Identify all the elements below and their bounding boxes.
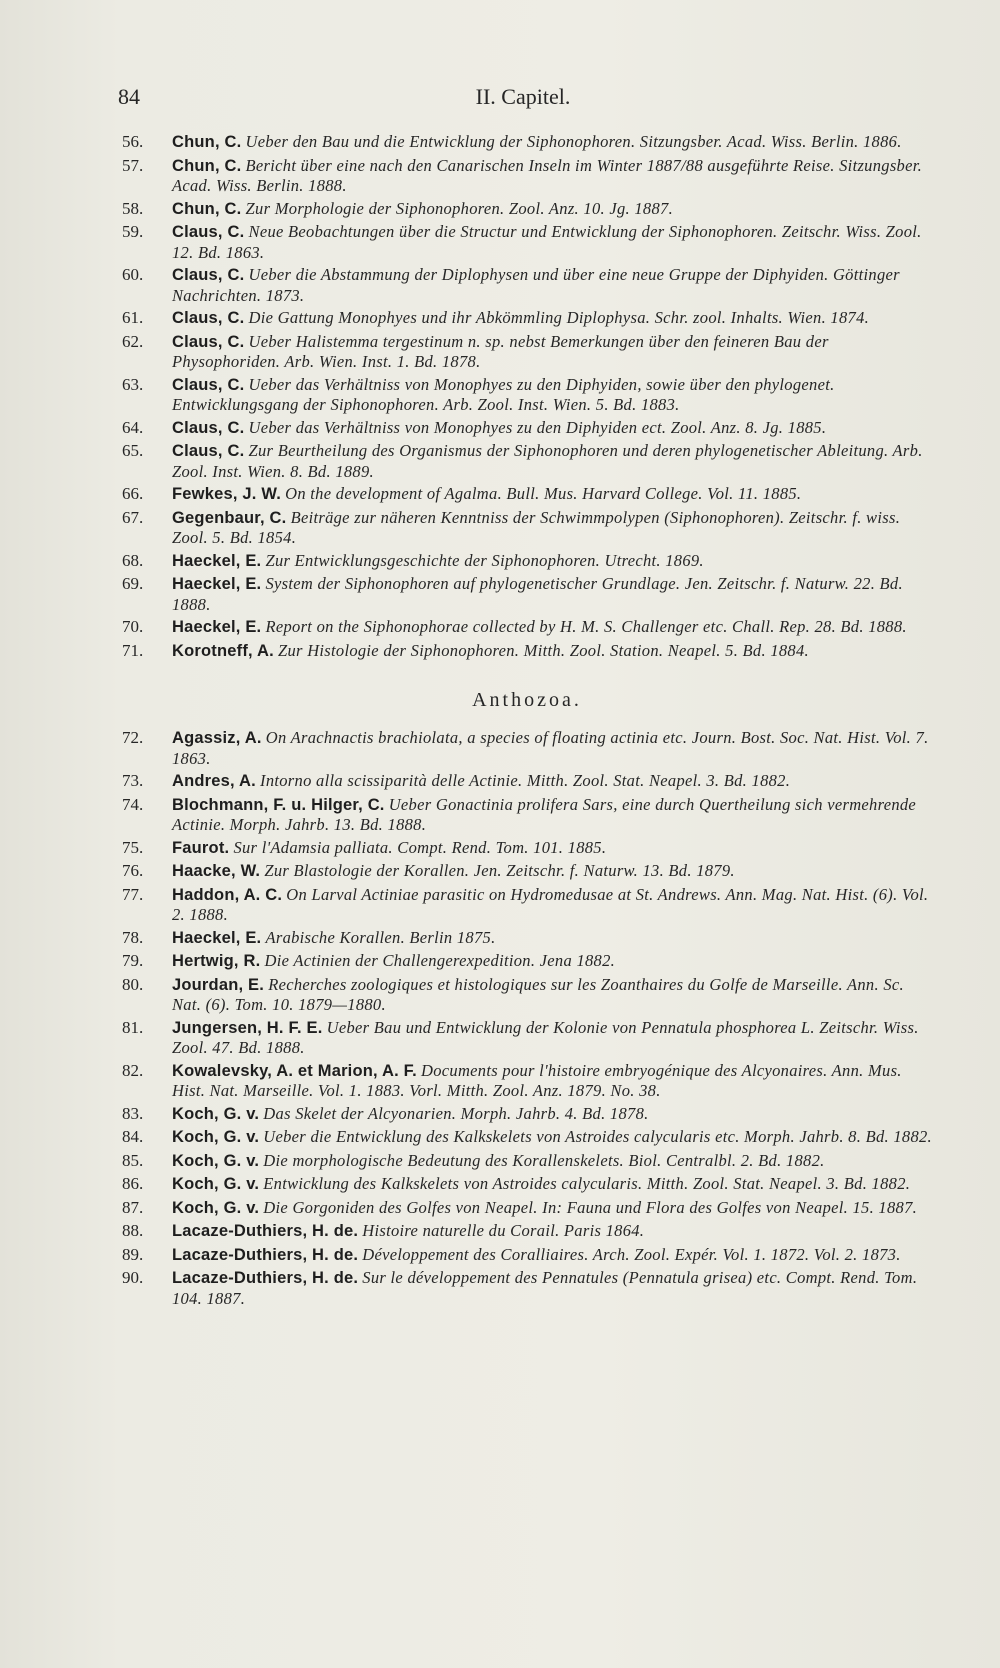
entry-author: Haddon, A. C. [172, 885, 283, 904]
bibliography-entry [118, 617, 936, 638]
entry-author: Andres, A. [172, 772, 256, 790]
bibliography-entry [118, 156, 936, 196]
entry-author: Koch, G. v. [172, 1104, 260, 1123]
entry-number: 86. [122, 1174, 144, 1193]
entry-number: 60. [122, 265, 144, 284]
entry-number: 57. [122, 155, 144, 175]
bibliography-list-siphonophora [118, 132, 936, 661]
entry-author: Haacke, W. [172, 862, 261, 880]
entry-reference: Ueber den Bau und die Entwicklung der Siphonophoren. Sitzungsber. Acad. Wiss. Berlin. 1886. [245, 132, 902, 151]
entry-author: Gegenbaur, C. [172, 508, 287, 527]
entry-author: Koch, G. v. [172, 1128, 260, 1146]
entry-number: 58. [122, 198, 144, 218]
entry-reference: Ueber Gonactinia prolifera Sars, eine durch Quertheilung sich vermehrende Actinie. Morph. Jahrb. 13. Bd. 1888. [172, 794, 917, 834]
entry-reference: Intorno alla scissiparità delle Actinie. Mitth. Zool. Stat. Neapel. 3. Bd. 1882. [260, 771, 791, 790]
entry-number: 82. [122, 1060, 144, 1080]
bibliography-entry [118, 265, 936, 305]
entry-reference: On Arachnactis brachiolata, a species of floating actinia etc. Journ. Bost. Soc. Nat. Hist. Vol. 7. 1863. [172, 728, 929, 768]
entry-author: Lacaze-Duthiers, H. de. [172, 1222, 359, 1240]
entry-reference: Die morphologische Bedeutung des Korallenskelets. Biol. Centralbl. 2. Bd. 1882. [263, 1150, 825, 1170]
entry-author: Claus, C. [172, 266, 245, 284]
entry-number: 81. [122, 1017, 144, 1037]
bibliography-entry [118, 1245, 936, 1266]
entry-author: Agassiz, A. [172, 729, 262, 747]
entry-author: Jungersen, H. F. E. [172, 1018, 323, 1037]
entry-number: 64. [122, 417, 144, 437]
bibliography-entry [118, 771, 936, 792]
bibliography-entry [118, 441, 936, 481]
entry-number: 89. [122, 1244, 144, 1264]
entry-number: 71. [122, 640, 144, 660]
entry-number: 75. [122, 837, 144, 857]
entry-number: 70. [122, 617, 144, 636]
entry-reference: Sur le développement des Pennatules (Pennatula grisea) etc. Compt. Rend. Tom. 104. 1887. [172, 1268, 918, 1308]
entry-author: Koch, G. v. [172, 1198, 260, 1217]
entry-author: Koch, G. v. [172, 1175, 260, 1193]
bibliography-entry [118, 551, 936, 572]
entry-author: Koch, G. v. [172, 1151, 260, 1170]
bibliography-entry [118, 1127, 936, 1148]
bibliography-entry [118, 332, 936, 372]
entry-number: 87. [122, 1197, 144, 1217]
bibliography-entry [118, 1018, 936, 1058]
bibliography-entry [118, 574, 936, 614]
entry-number: 74. [122, 794, 144, 814]
entry-number: 88. [122, 1221, 144, 1240]
page-number: 84 [118, 84, 140, 109]
bibliography-entry [118, 728, 936, 768]
entry-number: 67. [122, 507, 144, 527]
bibliography-entry [118, 308, 936, 329]
bibliography-entry [118, 1174, 936, 1195]
bibliography-entry [118, 132, 936, 153]
entry-number: 62. [122, 331, 144, 351]
entry-number: 80. [122, 974, 144, 994]
bibliography-entry [118, 375, 936, 415]
entry-author: Kowalevsky, A. et Marion, A. F. [172, 1061, 417, 1080]
entry-author: Haeckel, E. [172, 928, 262, 947]
bibliography [118, 132, 936, 1311]
entry-reference: Histoire naturelle du Corail. Paris 1864. [362, 1221, 645, 1240]
bibliography-entry [118, 795, 936, 835]
bibliography-entry [118, 1268, 936, 1308]
entry-number: 79. [122, 951, 144, 970]
entry-reference: Sur l'Adamsia palliata. Compt. Rend. Tom. 101. 1885. [233, 837, 607, 857]
entry-number: 66. [122, 484, 144, 503]
entry-author: Lacaze-Duthiers, H. de. [172, 1245, 359, 1264]
entry-reference: Zur Beurtheilung des Organismus der Siphonophoren und deren phylogenetischer Ableitung. Arb. Zool. Inst. Wien. 8. Bd. 1889. [172, 441, 923, 481]
bibliography-entry [118, 975, 936, 1015]
entry-reference: Die Gattung Monophyes und ihr Abkömmling Diplophysa. Schr. zool. Inhalts. Wien. 1874. [248, 308, 870, 327]
entry-reference: Ueber Bau und Entwicklung der Kolonie von Pennatula phosphorea L. Zeitschr. Wiss. Zool. 47. Bd. 1888. [172, 1017, 919, 1057]
entry-reference: Documents pour l'histoire embryogénique des Alcyonaires. Ann. Mus. Hist. Nat. Marseille. Vol. 1. 1883. Vorl. Mitth. Zool. Anz. 1879. No. 38. [172, 1060, 902, 1100]
entry-reference: Report on the Siphonophorae collected by H. M. S. Challenger etc. Chall. Rep. 28. Bd. 1888. [265, 617, 907, 636]
entry-reference: Zur Blastologie der Korallen. Jen. Zeitschr. f. Naturw. 13. Bd. 1879. [264, 861, 735, 880]
entry-number: 76. [122, 861, 144, 880]
entry-reference: Zur Entwicklungsgeschichte der Siphonophoren. Utrecht. 1869. [265, 550, 704, 570]
entry-number: 72. [122, 728, 144, 747]
entry-number: 56. [122, 132, 144, 151]
entry-author: Claus, C. [172, 332, 245, 351]
bibliography-entry [118, 199, 936, 220]
entry-author: Haeckel, E. [172, 551, 262, 570]
bibliography-entry [118, 1221, 936, 1242]
section-heading: Anthozoa. [472, 689, 582, 711]
entry-author: Jourdan, E. [172, 975, 265, 994]
entry-number: 83. [122, 1103, 144, 1123]
running-head: II. Capitel. [475, 84, 571, 109]
bibliography-entry [118, 1104, 936, 1125]
bibliography-list-anthozoa [118, 728, 936, 1308]
entry-reference: Ueber das Verhältniss von Monophyes zu den Diphyiden ect. Zool. Anz. 8. Jg. 1885. [248, 417, 827, 437]
bibliography-entry [118, 928, 936, 949]
entry-reference: Ueber Halistemma tergestinum n. sp. nebst Bemerkungen über den feineren Bau der Physophoriden. Arb. Wien. Inst. 1. Bd. 1878. [172, 331, 829, 371]
entry-reference: Ueber die Entwicklung des Kalkskelets von Astroides calycularis etc. Morph. Jahrb. 8. Bd. 1882. [263, 1127, 932, 1146]
bibliography-entry [118, 222, 936, 262]
entry-author: Haeckel, E. [172, 575, 262, 593]
entry-number: 69. [122, 574, 144, 593]
entry-reference: Bericht über eine nach den Canarischen Inseln im Winter 1887/88 ausgeführte Reise. Sitzungsber. Acad. Wiss. Berlin. 1888. [172, 155, 923, 195]
entry-reference: Ueber das Verhältniss von Monophyes zu den Diphyiden, sowie über den phylogenet. Entwicklungsgang der Siphonophoren. Arb. Zool. Inst. Wien. 5. Bd. 1883. [172, 374, 835, 414]
entry-number: 73. [122, 771, 144, 790]
entry-reference: Développement des Coralliaires. Arch. Zool. Expér. Vol. 1. 1872. Vol. 2. 1873. [362, 1244, 901, 1264]
entry-number: 90. [122, 1268, 144, 1287]
entry-author: Chun, C. [172, 199, 242, 218]
entry-reference: Zur Morphologie der Siphonophoren. Zool. Anz. 10. Jg. 1887. [245, 198, 673, 218]
entry-number: 78. [122, 927, 144, 947]
entry-reference: Ueber die Abstammung der Diplophysen und über eine neue Gruppe der Diphyiden. Göttinger Nachrichten. 1873. [172, 265, 900, 305]
entry-number: 61. [122, 308, 144, 327]
bibliography-entry [118, 838, 936, 859]
entry-author: Blochmann, F. u. Hilger, C. [172, 795, 385, 814]
bibliography-entry [118, 484, 936, 505]
entry-reference: System der Siphonophoren auf phylogenetischer Grundlage. Jen. Zeitschr. f. Naturw. 22. Bd. 1888. [172, 574, 903, 614]
entry-reference: On the development of Agalma. Bull. Mus. Harvard College. Vol. 11. 1885. [285, 484, 802, 503]
bibliography-entry [118, 1198, 936, 1219]
bibliography-entry [118, 418, 936, 439]
entry-author: Claus, C. [172, 418, 245, 437]
bibliography-entry [118, 508, 936, 548]
bibliography-entry [118, 641, 936, 662]
entry-reference: Arabische Korallen. Berlin 1875. [265, 927, 496, 947]
entry-author: Claus, C. [172, 375, 245, 394]
entry-author: Korotneff, A. [172, 641, 274, 660]
entry-author: Fewkes, J. W. [172, 485, 281, 503]
entry-reference: Das Skelet der Alcyonarien. Morph. Jahrb. 4. Bd. 1878. [263, 1103, 649, 1123]
entry-reference: On Larval Actiniae parasitic on Hydromedusae at St. Andrews. Ann. Mag. Nat. Hist. (6). Vol. 2. 1888. [172, 884, 929, 924]
entry-number: 84. [122, 1127, 144, 1146]
bibliography-entry [118, 1061, 936, 1101]
entry-number: 63. [122, 374, 144, 394]
bibliography-entry [118, 951, 936, 972]
entry-author: Claus, C. [172, 223, 245, 241]
entry-author: Chun, C. [172, 133, 242, 151]
entry-number: 85. [122, 1150, 144, 1170]
entry-author: Lacaze-Duthiers, H. de. [172, 1269, 359, 1287]
entry-author: Hertwig, R. [172, 952, 261, 970]
entry-reference: Die Gorgoniden des Golfes von Neapel. In: Fauna und Flora des Golfes von Neapel. 15. 1887. [263, 1197, 918, 1217]
entry-number: 68. [122, 550, 144, 570]
entry-author: Chun, C. [172, 156, 242, 175]
bibliography-entry [118, 885, 936, 925]
entry-reference: Die Actinien der Challengerexpedition. Jena 1882. [264, 951, 616, 970]
page-header [118, 84, 928, 114]
bibliography-entry [118, 1151, 936, 1172]
entry-number: 77. [122, 884, 144, 904]
entry-reference: Neue Beobachtungen über die Structur und Entwicklung der Siphonophoren. Zeitschr. Wiss. Zool. 12. Bd. 1863. [172, 222, 922, 262]
entry-author: Haeckel, E. [172, 618, 262, 636]
entry-reference: Entwicklung des Kalkskelets von Astroides calycularis. Mitth. Zool. Stat. Neapel. 3. Bd. 1882. [263, 1174, 911, 1193]
entry-reference: Recherches zoologiques et histologiques sur les Zoanthaires du Golfe de Marseille. Ann. Sc. Nat. (6). Tom. 10. 1879—1880. [172, 974, 904, 1014]
entry-reference: Beiträge zur näheren Kenntniss der Schwimmpolypen (Siphonophoren). Zeitschr. f. wiss. Zool. 5. Bd. 1854. [172, 507, 901, 547]
entry-author: Faurot. [172, 838, 230, 857]
entry-number: 65. [122, 441, 144, 460]
entry-author: Claus, C. [172, 309, 245, 327]
entry-author: Claus, C. [172, 442, 245, 460]
entry-reference: Zur Histologie der Siphonophoren. Mitth. Zool. Station. Neapel. 5. Bd. 1884. [278, 640, 809, 660]
entry-number: 59. [122, 222, 144, 241]
bibliography-entry [118, 861, 936, 882]
